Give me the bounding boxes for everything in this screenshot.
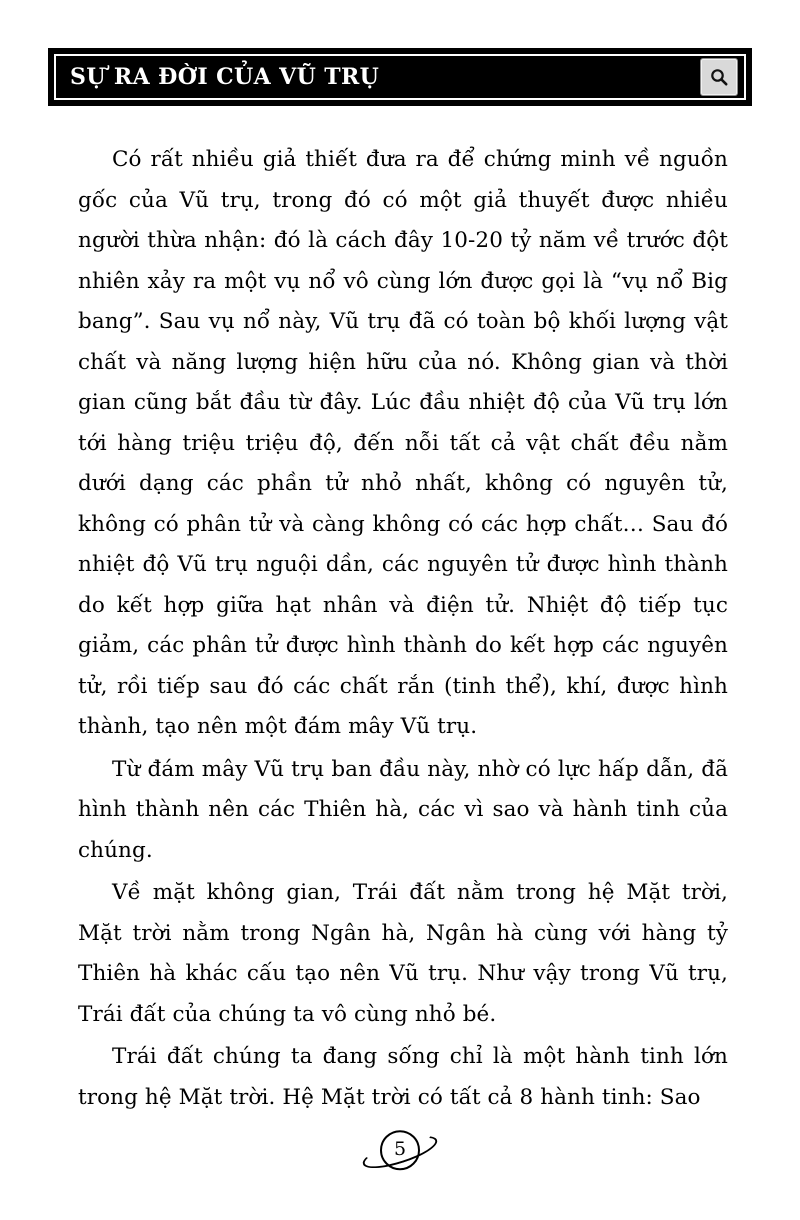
search-button[interactable] — [700, 58, 738, 96]
paragraph: Từ đám mây Vũ trụ ban đầu này, nhờ có lực hấp dẫn, đã hình thành nên các Thiên hà, các vì sao và hành tinh của chúng. — [78, 756, 728, 863]
page-number: 5 — [393, 1137, 407, 1160]
paragraph: Về mặt không gian, Trái đất nằm trong hệ Mặt trời, Mặt trời nằm trong Ngân hà, Ngân hà cùng với hàng tỷ Thiên hà khác cấu tạo nên Vũ trụ. Như vậy trong Vũ trụ, Trái đất của chúng ta vô cùng nhỏ bé. — [78, 880, 728, 1027]
search-icon — [709, 67, 729, 87]
page-footer — [0, 1120, 800, 1182]
saturn-planet-icon — [357, 1120, 443, 1182]
chapter-header-frame — [54, 54, 746, 100]
paragraph: Trái đất chúng ta đang sống chỉ là một hành tinh lớn trong hệ Mặt trời. Hệ Mặt trời có tất cả 8 hành tinh: Sao — [78, 1044, 728, 1110]
chapter-header-bar — [48, 48, 752, 106]
article-body — [78, 140, 728, 1118]
paragraph: Có rất nhiều giả thiết đưa ra để chứng minh về nguồn gốc của Vũ trụ, trong đó có một giả thuyết được nhiều người thừa nhận: đó là cách đây 10-20 tỷ năm về trước đột nhiên xảy ra một vụ nổ vô cùng lớn được gọi là “vụ nổ Big bang”. Sau vụ nổ này, Vũ trụ đã có toàn bộ khối lượng vật chất và năng lượng hiện hữu của nó. Không gian và thời gian cũng bắt đầu từ đây. Lúc đầu nhiệt độ của Vũ trụ lớn tới hàng triệu triệu độ, đến nỗi tất cả vật chất đều nằm dưới dạng các phần tử nhỏ nhất, không có nguyên tử, không có phân tử và càng không có các hợp chất… Sau đó nhiệt độ Vũ trụ nguội dần, các nguyên tử được hình thành do kết hợp giữa hạt nhân và điện tử. Nhiệt độ tiếp tục giảm, các phân tử được hình thành do kết hợp các nguyên tử, rồi tiếp sau đó các chất rắn (tinh thể), khí, được hình thành, tạo nên một đám mây Vũ trụ. — [78, 147, 728, 739]
page-title: SỰ RA ĐỜI CỦA VŨ TRỤ — [70, 64, 380, 90]
